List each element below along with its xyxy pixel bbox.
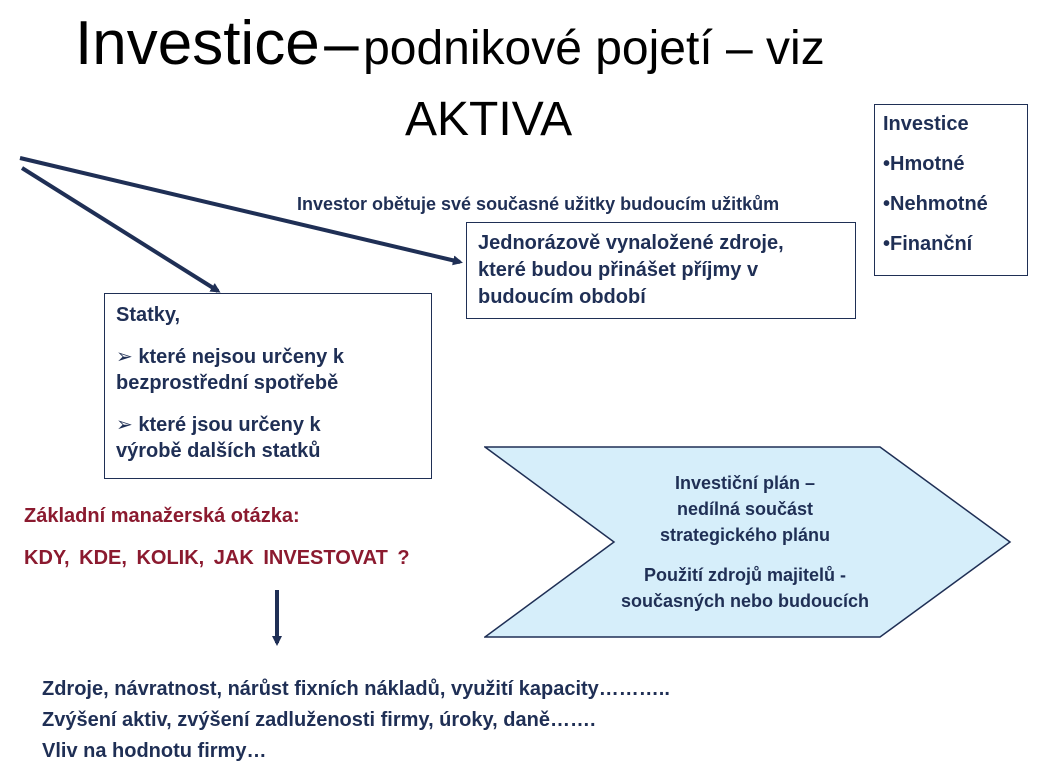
plan-line: strategického plánu [659, 525, 831, 545]
title-dash: – [324, 9, 359, 78]
consequences-line: Vliv na hodnotu firmy… [42, 740, 267, 762]
plan-line: Použití zdrojů majitelů - [644, 565, 846, 585]
title-main-word: Investice [75, 9, 320, 78]
goods-box [104, 293, 432, 479]
investment-types-heading: Investice [883, 113, 969, 135]
plan-line: nedílná součást [676, 499, 814, 519]
manager-question-answer: KDY, KDE, KOLIK, JAK INVESTOVAT ? [24, 547, 410, 569]
goods-bullet-2-line1: které jsou určeny k [138, 414, 321, 436]
investment-type-item: •Nehmotné [883, 193, 988, 215]
resources-line: Jednorázově vynaložené zdroje, [478, 232, 784, 254]
investor-note: Investor obětuje své současné užitky budoucím užitkům [297, 194, 780, 214]
resources-box [466, 222, 856, 319]
goods-bullet-1-line1: které nejsou určeny k [138, 346, 344, 368]
bullet-arrow-icon: ➢ [116, 414, 133, 436]
goods-bullet-1 [116, 344, 420, 396]
goods-bullet-1-line2: bezprostřední spotřebě [116, 372, 339, 394]
resources-line: které budou přinášet příjmy v [478, 259, 759, 281]
title-line2: AKTIVA [405, 93, 573, 146]
goods-heading: Statky, [116, 304, 181, 326]
consequences-line: Zvýšení aktiv, zvýšení zadluženosti firmy, úroky, daně……. [42, 709, 596, 731]
investment-types-box [874, 104, 1028, 276]
bullet-arrow-icon: ➢ [116, 346, 133, 368]
plan-line: Investiční plán – [674, 473, 816, 493]
resources-line: budoucím období [478, 286, 646, 308]
page-title [75, 8, 825, 79]
title-subtitle: podnikové pojetí – viz [363, 22, 825, 75]
arrow-to-goods [22, 168, 218, 291]
investment-type-item: •Hmotné [883, 153, 965, 175]
goods-bullet-2 [116, 412, 420, 464]
plan-text [590, 470, 900, 614]
investment-type-item: •Finanční [883, 233, 973, 255]
manager-question-label: Základní manažerská otázka: [24, 505, 300, 527]
plan-line: současných nebo budoucích [620, 591, 870, 611]
consequences-line: Zdroje, návratnost, nárůst fixních nákladů, využití kapacity……….. [42, 678, 670, 700]
goods-bullet-2-line2: výrobě dalších statků [116, 440, 321, 462]
consequences-text [42, 674, 670, 767]
